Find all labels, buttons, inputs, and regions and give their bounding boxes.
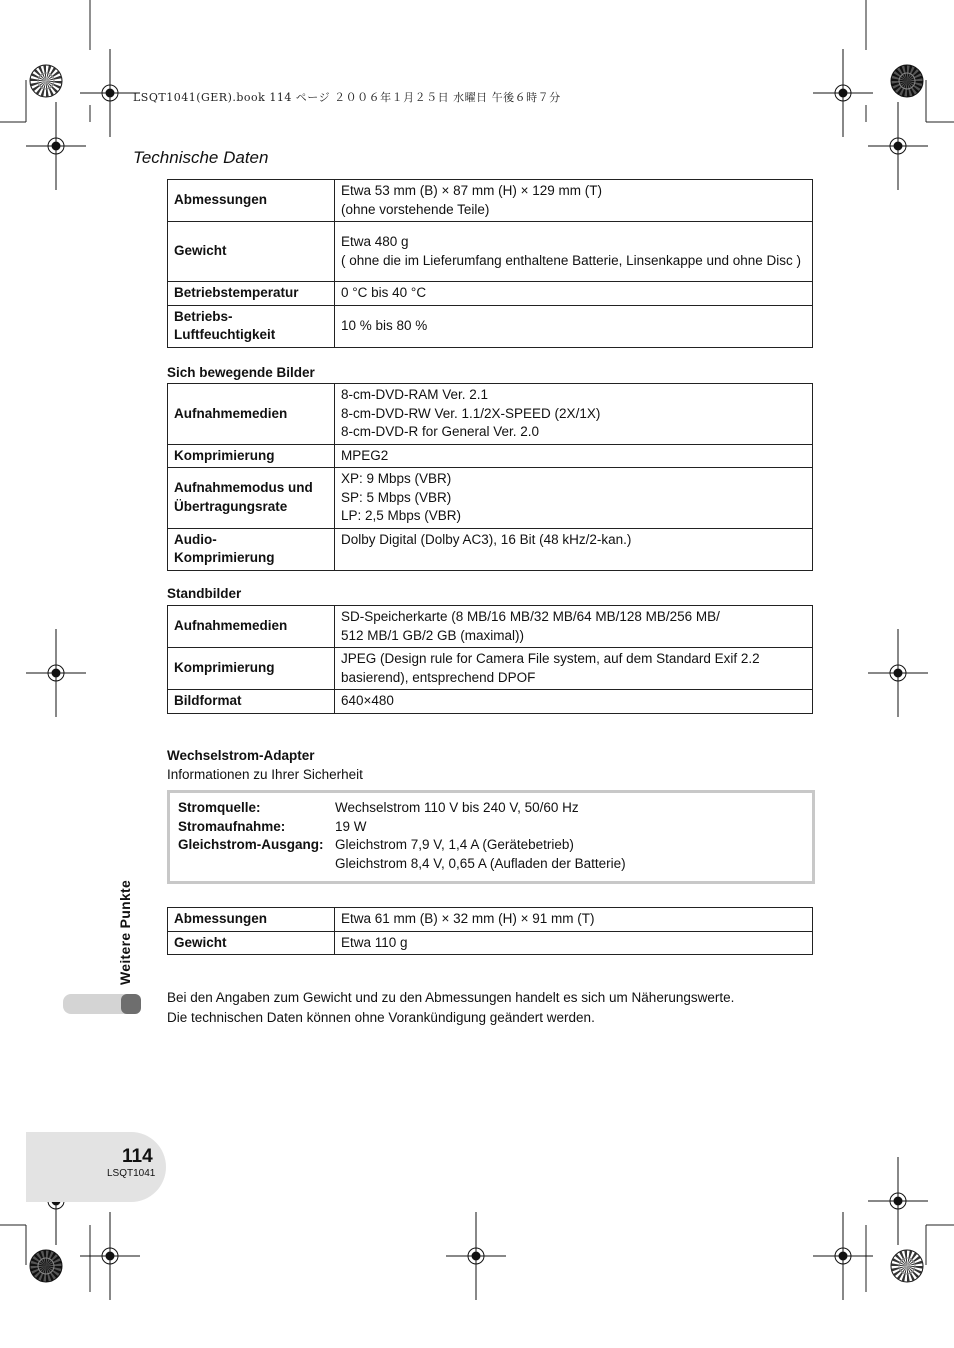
sunburst-mark-icon (891, 65, 923, 97)
page-number: 114 (122, 1146, 153, 1167)
spec-key: Gewicht (168, 931, 335, 955)
table-row (168, 931, 813, 955)
spec-key: Abmessungen (168, 908, 335, 932)
spec-value: JPEG (Design rule for Camera File system, auf dem Standard Exif 2.2 basierend), entsprechend DPOF (335, 648, 813, 690)
safety-value: Gleichstrom 7,9 V, 1,4 A (Gerätebetrieb) Gleichstrom 8,4 V, 0,65 A (Aufladen der Batterie) (335, 837, 626, 872)
safety-row (178, 818, 626, 837)
registration-target-icon (868, 1157, 928, 1245)
document-code: LSQT1041 (107, 1168, 156, 1179)
spec-value: 0 °C bis 40 °C (335, 282, 813, 306)
general-spec-table (167, 179, 813, 348)
adapter-subheading: Informationen zu Ihrer Sicherheit (167, 767, 363, 782)
side-tab-label: Weitere Punkte (117, 879, 133, 985)
spec-key: Bildformat (168, 690, 335, 714)
safety-label: Stromquelle: (178, 800, 261, 815)
spec-value: SD-Speicherkarte (8 MB/16 MB/32 MB/64 MB/128 MB/256 MB/ 512 MB/1 GB/2 GB (maximal)) (335, 606, 813, 648)
footnotes: Bei den Angaben zum Gewicht und zu den Abmessungen handelt es sich um Näherungswerte. Die technischen Daten können ohne Vorankündigung geändert werden. (167, 990, 735, 1025)
spec-value: Dolby Digital (Dolby AC3), 16 Bit (48 kHz/2-kan.) (335, 528, 813, 570)
table-row (168, 690, 813, 714)
sunburst-mark-icon (30, 65, 62, 97)
still-images-table (167, 605, 813, 714)
registration-target-icon (813, 1212, 873, 1300)
registration-target-icon (26, 102, 86, 190)
safety-value: 19 W (335, 818, 367, 834)
registration-target-icon (868, 102, 928, 190)
side-tab-marker (121, 994, 141, 1014)
table-row (168, 222, 813, 282)
spec-key: Betriebstemperatur (168, 282, 335, 306)
table-row (168, 384, 813, 445)
print-header: LSQT1041(GER).book 114 ページ ２００６年１月２５日 水曜日 午後６時７分 (133, 91, 561, 104)
spec-value: 640×480 (335, 690, 813, 714)
adapter-spec-table (167, 907, 813, 955)
table-row (168, 282, 813, 306)
table-row (168, 180, 813, 222)
spec-value: 8-cm-DVD-RAM Ver. 2.1 8-cm-DVD-RW Ver. 1.1/2X-SPEED (2X/1X) 8-cm-DVD-R for General Ver. 2.0 (335, 384, 813, 445)
spec-value: Etwa 61 mm (B) × 32 mm (H) × 91 mm (T) (335, 908, 813, 932)
safety-value: Wechselstrom 110 V bis 240 V, 50/60 Hz (335, 800, 579, 815)
spec-value: XP: 9 Mbps (VBR) SP: 5 Mbps (VBR) LP: 2,5 Mbps (VBR) (335, 468, 813, 529)
table-row (168, 908, 813, 932)
spec-key: Gewicht (168, 222, 335, 282)
table-row (168, 444, 813, 468)
page-title: Technische Daten (133, 148, 269, 167)
moving-images-table (167, 383, 813, 571)
registration-target-icon (80, 49, 140, 137)
table-row (168, 648, 813, 690)
spec-key: Audio- Komprimierung (168, 528, 335, 570)
sunburst-mark-icon (30, 1250, 62, 1282)
spec-value: Etwa 110 g (335, 931, 813, 955)
spec-key: Komprimierung (168, 648, 335, 690)
safety-row (178, 836, 626, 873)
still-images-heading: Standbilder (167, 586, 242, 601)
sunburst-mark-icon (891, 1250, 923, 1282)
spec-key: Aufnahmemedien (168, 606, 335, 648)
table-row (168, 468, 813, 529)
spec-key: Aufnahmemedien (168, 384, 335, 445)
table-row (168, 606, 813, 648)
table-row (168, 528, 813, 570)
registration-target-icon (446, 1212, 506, 1300)
spec-key: Aufnahmemodus und Übertragungsrate (168, 468, 335, 529)
safety-row (178, 799, 626, 818)
spec-key: Komprimierung (168, 444, 335, 468)
adapter-heading: Wechselstrom-Adapter (167, 748, 315, 763)
spec-value: 10 % bis 80 % (335, 305, 813, 347)
spec-value: Etwa 53 mm (B) × 87 mm (H) × 129 mm (T) (ohne vorstehende Teile) (335, 180, 813, 222)
safety-label: Stromaufnahme: (178, 818, 286, 834)
registration-target-icon (868, 629, 928, 717)
spec-key: Betriebs- Luftfeuchtigkeit (168, 305, 335, 347)
table-row (168, 305, 813, 347)
registration-target-icon (80, 1212, 140, 1300)
registration-target-icon (26, 629, 86, 717)
spec-key: Abmessungen (168, 180, 335, 222)
spec-value: Etwa 480 g ( ohne die im Lieferumfang enthaltene Batterie, Linsenkappe und ohne Disc ) (335, 222, 813, 282)
moving-images-heading: Sich bewegende Bilder (167, 365, 315, 380)
safety-label: Gleichstrom-Ausgang: (178, 837, 324, 853)
safety-info-box (167, 790, 815, 884)
registration-target-icon (813, 49, 873, 137)
spec-value: MPEG2 (335, 444, 813, 468)
